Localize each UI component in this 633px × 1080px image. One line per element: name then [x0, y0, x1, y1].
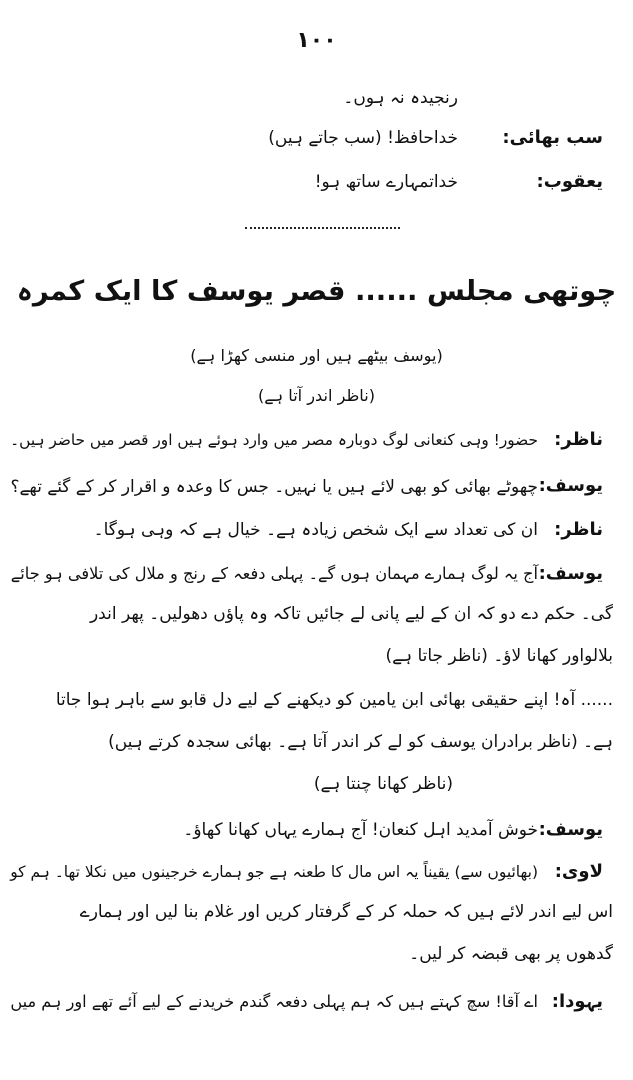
text-line: خوش آمدید اہل کنعان! آج ہمارے یہاں کھانا کھاؤ۔: [183, 820, 538, 840]
speaker-label: ناظر:: [554, 429, 603, 450]
text-line: آج یہ لوگ ہمارے مہمان ہوں گے۔ پہلی دفعہ کے رنج و ملال کی تلافی ہو جائے: [10, 564, 538, 583]
page-number: ۱۰۰: [296, 28, 337, 53]
speaker-label: لاوی:: [554, 861, 603, 882]
text-line: گی۔ حکم دے دو کہ ان کے لیے پانی لے جائیں تاکہ وہ پاؤں دھولیں۔ پھر اندر: [89, 604, 613, 624]
text-line: خداتمہارے ساتھ ہو!: [314, 172, 458, 192]
stage-direction: (یوسف بیٹھے ہیں اور منسی کھڑا ہے): [190, 346, 443, 365]
text-line: ہے۔ (ناظر برادران یوسف کو لے کر اندر آتا ہے۔ بھائی سجدہ کرتے ہیں): [108, 732, 613, 752]
speaker-label: یوسف:: [538, 819, 603, 840]
text-line: (بھائیوں سے) یقیناً یہ اس مال کا طعنہ ہے جو ہمارے خرجینوں میں نکلا تھا۔ ہم کو: [10, 863, 538, 881]
speaker-label: یہودا:: [551, 991, 603, 1012]
speaker-label: یوسف:: [538, 563, 603, 584]
section-divider: [245, 227, 400, 229]
scene-heading: چوتھی مجلس ...... قصر یوسف کا ایک کمرہ: [16, 276, 617, 307]
speaker-label: ناظر:: [554, 519, 603, 540]
text-line: ...... آہ! اپنے حقیقی بھائی ابن یامین کو دیکھنے کے لیے دل قابو سے باہر ہوا جاتا: [55, 690, 613, 710]
text-line: حضور! وہی کنعانی لوگ دوبارہ مصر میں وارد ہوئے ہیں اور قصر میں حاضر ہیں۔: [10, 431, 538, 449]
text-line: اے آقا! سچ کہتے ہیں کہ ہم پہلی دفعہ گندم خریدنے کے لیے آئے تھے اور ہم میں: [10, 992, 538, 1011]
text-line: رنجیدہ نہ ہوں۔: [343, 88, 458, 108]
text-line: خداحافظ! (سب جاتے ہیں): [268, 128, 458, 148]
speaker-label: یوسف:: [538, 475, 603, 496]
text-line: (ناظر کھانا چنتا ہے): [313, 774, 453, 794]
text-line: ان کی تعداد سے ایک شخص زیادہ ہے۔ خیال ہے کہ وہی ہوگا۔: [93, 520, 538, 540]
stage-direction: (ناظر اندر آتا ہے): [258, 386, 375, 405]
text-line: چھوٹے بھائی کو بھی لائے ہیں یا نہیں۔ جس کا وعدہ و اقرار کر کے گئے تھے؟: [10, 476, 538, 496]
speaker-label: سب بھائی:: [502, 127, 603, 148]
text-line: گدھوں پر بھی قبضہ کر لیں۔: [409, 944, 613, 964]
speaker-label: یعقوب:: [536, 171, 603, 192]
text-line: اس لیے اندر لائے ہیں کہ حملہ کر کے گرفتار کریں اور غلام بنا لیں اور ہمارے: [79, 902, 613, 922]
text-line: بلالواور کھانا لاؤ۔ (ناظر جاتا ہے): [385, 646, 613, 666]
